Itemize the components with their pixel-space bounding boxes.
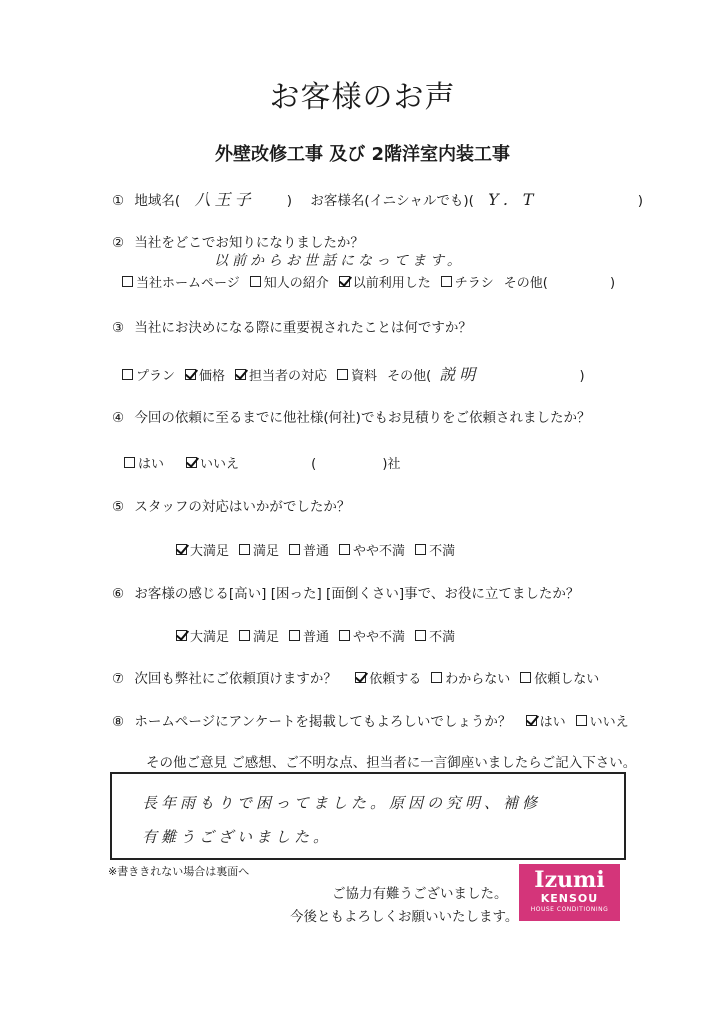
q1-row: [112, 187, 643, 210]
q1-region-label: 地域名(: [134, 193, 181, 209]
q7-option-unsure[interactable]: わからない: [431, 672, 510, 687]
checkbox-icon[interactable]: [289, 630, 300, 641]
checkbox-icon[interactable]: [239, 630, 250, 641]
q5-option-neutral[interactable]: 普通: [289, 544, 329, 559]
q3-question-row: [112, 316, 472, 336]
q3-option-price[interactable]: 価格: [185, 369, 225, 384]
checkbox-icon[interactable]: [415, 630, 426, 641]
q2-number: ②: [112, 235, 125, 251]
checkbox-checked-icon[interactable]: [339, 276, 350, 287]
checkbox-icon[interactable]: [339, 630, 350, 641]
q2-question-row: [112, 231, 364, 251]
q7-question: 次回も弊社にご依頼頂けますか？: [134, 671, 337, 687]
q3-option-staff[interactable]: 担当者の対応: [235, 369, 327, 384]
checkbox-icon[interactable]: [122, 276, 133, 287]
checkbox-icon[interactable]: [337, 369, 348, 380]
q4-option-yes[interactable]: はい: [124, 457, 164, 472]
logo-tagline: HOUSE CONDITIONING: [530, 906, 609, 913]
q3-other-label: その他(: [387, 369, 432, 384]
q3-other-close: ): [579, 369, 585, 384]
q2-option-homepage[interactable]: 当社ホームページ: [122, 276, 240, 291]
checkbox-icon[interactable]: [415, 544, 426, 555]
overflow-note: ※書ききれない場合は裏面へ: [108, 865, 250, 878]
q4-number: ④: [112, 410, 125, 426]
q6-options: [176, 626, 465, 645]
q6-option-neutral[interactable]: 普通: [289, 630, 329, 645]
q3-option-materials[interactable]: 資料: [337, 369, 377, 384]
logo-name: Izumi: [534, 867, 605, 893]
q2-option-flyer[interactable]: チラシ: [441, 276, 494, 291]
comments-line-1: 長年雨もりで困ってました。原因の究明、補修: [142, 794, 542, 812]
q3-options: [122, 362, 585, 385]
comments-line-2: 有難うございました。: [142, 828, 333, 846]
q1-region-value[interactable]: 八王子: [194, 190, 255, 209]
checkbox-checked-icon[interactable]: [185, 369, 196, 380]
q3-question: 当社にお決めになる際に重要視されたことは何ですか？: [134, 320, 472, 336]
closing-thanks: ご協力有難うございました。: [332, 886, 508, 902]
checkbox-icon[interactable]: [576, 715, 587, 726]
q8-option-no[interactable]: いいえ: [576, 715, 629, 730]
q6-option-very-satisfied[interactable]: 大満足: [176, 630, 229, 645]
checkbox-icon[interactable]: [250, 276, 261, 287]
q5-question: スタッフの対応はいかがでしたか？: [134, 499, 351, 515]
checkbox-icon[interactable]: [289, 544, 300, 555]
q8-number: ⑧: [112, 714, 125, 730]
checkbox-checked-icon[interactable]: [176, 544, 187, 555]
q4-options: [124, 453, 400, 472]
logo-sub: KENSOU: [540, 892, 599, 905]
q6-option-dissatisfied[interactable]: 不満: [415, 630, 455, 645]
q3-other-value[interactable]: 説明: [439, 365, 480, 384]
checkbox-checked-icon[interactable]: [176, 630, 187, 641]
q1-customer-close: ): [637, 193, 643, 209]
q2-options: [122, 272, 615, 291]
q5-options: [176, 540, 465, 559]
q5-option-somewhat-dissatisfied[interactable]: やや不満: [339, 544, 405, 559]
q6-option-somewhat-dissatisfied[interactable]: やや不満: [339, 630, 405, 645]
q6-option-satisfied[interactable]: 満足: [239, 630, 279, 645]
q4-question-row: [112, 406, 590, 426]
comments-prompt: その他ご意見 ご感想、ご不明な点、担当者に一言御座いましたらご記入下さい。: [146, 755, 637, 771]
checkbox-icon[interactable]: [122, 369, 133, 380]
q5-question-row: [112, 495, 350, 515]
q2-other-label: その他(: [503, 276, 548, 291]
checkbox-checked-icon[interactable]: [355, 672, 366, 683]
q5-option-satisfied[interactable]: 満足: [239, 544, 279, 559]
checkbox-icon[interactable]: [520, 672, 531, 683]
q1-customer-label: お客様名(イニシャルでも)(: [310, 193, 474, 209]
q7-option-no-request[interactable]: 依頼しない: [520, 672, 599, 687]
checkbox-checked-icon[interactable]: [526, 715, 537, 726]
q6-question-row: [112, 582, 579, 602]
q2-other-close: ): [610, 276, 616, 291]
checkbox-checked-icon[interactable]: [186, 457, 197, 468]
closing-regards: 今後ともよろしくお願いいたします。: [290, 909, 519, 925]
q3-option-plan[interactable]: プラン: [122, 369, 175, 384]
q2-option-previous[interactable]: 以前利用した: [339, 276, 431, 291]
q7-row: [112, 667, 599, 687]
checkbox-icon[interactable]: [339, 544, 350, 555]
page-title: お客様のお声: [269, 80, 456, 115]
q3-number: ③: [112, 320, 125, 336]
q5-number: ⑤: [112, 499, 125, 515]
checkbox-checked-icon[interactable]: [235, 369, 246, 380]
checkbox-icon[interactable]: [441, 276, 452, 287]
q4-question: 今回の依頼に至るまでに他社様(何社)でもお見積りをご依頼されましたか？: [134, 410, 591, 426]
q5-option-dissatisfied[interactable]: 不満: [415, 544, 455, 559]
q7-option-request[interactable]: 依頼する: [355, 672, 421, 687]
q1-customer-value[interactable]: Y．T: [488, 190, 538, 209]
q6-number: ⑥: [112, 586, 125, 602]
q1-region-close: ): [286, 193, 293, 209]
checkbox-icon[interactable]: [431, 672, 442, 683]
q6-question: お客様の感じる[高い] [困った] [面倒くさい]事で、お役に立てましたか？: [134, 586, 580, 602]
q8-row: [112, 710, 629, 730]
comments-box[interactable]: [110, 772, 626, 860]
company-logo: [519, 864, 620, 921]
q7-number: ⑦: [112, 671, 125, 687]
checkbox-icon[interactable]: [239, 544, 250, 555]
q2-option-referral[interactable]: 知人の紹介: [250, 276, 329, 291]
q2-note[interactable]: 以前からお世話になってます。: [214, 253, 465, 269]
q4-count-close: )社: [382, 457, 401, 472]
q1-number: ①: [112, 193, 125, 209]
q5-option-very-satisfied[interactable]: 大満足: [176, 544, 229, 559]
q8-option-yes[interactable]: はい: [526, 715, 566, 730]
q4-count-open: (: [311, 457, 317, 472]
q4-option-no[interactable]: いいえ: [186, 457, 239, 472]
q8-question: ホームページにアンケートを掲載してもよろしいでしょうか？: [134, 714, 512, 730]
q2-question: 当社をどこでお知りになりましたか？: [134, 235, 364, 251]
page-subtitle: 外壁改修工事 及び 2階洋室内装工事: [214, 144, 511, 165]
checkbox-icon[interactable]: [124, 457, 135, 468]
